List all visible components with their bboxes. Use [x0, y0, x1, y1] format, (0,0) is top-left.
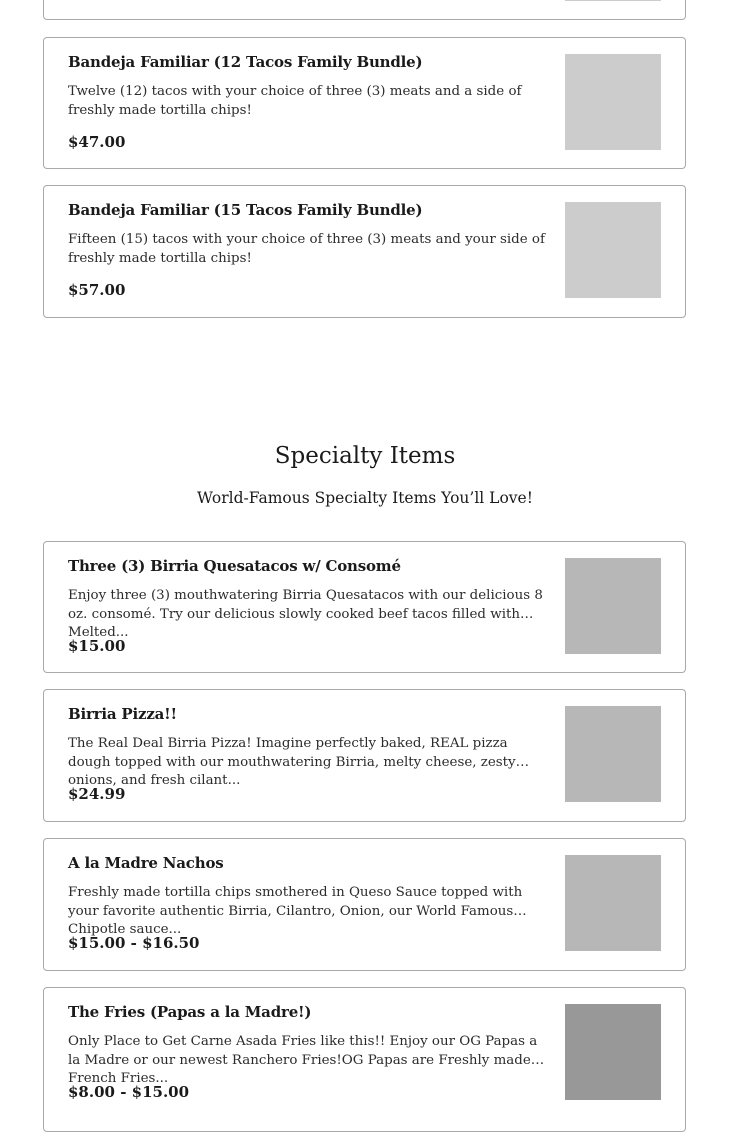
menu-item-card[interactable]: [43, 838, 686, 971]
menu-item-price: $47.00: [68, 133, 126, 151]
menu-item-price: $8.00 - $15.00: [68, 1083, 190, 1101]
menu-item-image: [565, 558, 661, 654]
menu-item-card[interactable]: [43, 987, 686, 1132]
menu-item-image: [565, 855, 661, 951]
menu-item-card-partial[interactable]: [43, 0, 686, 20]
menu-item-card[interactable]: [43, 541, 686, 673]
menu-item-image: [565, 54, 661, 150]
menu-item-price: $15.00: [68, 637, 126, 655]
menu-item-name: Bandeja Familiar (15 Tacos Family Bundle): [68, 201, 423, 219]
section-title: Specialty Items: [274, 443, 456, 469]
menu-item-image: [565, 1004, 661, 1100]
menu-item-card[interactable]: [43, 37, 686, 169]
menu-item-description: Twelve (12) tacos with your choice of three (3) meats and a side of freshly made tortilla chips!: [68, 84, 522, 118]
menu-item-description: Enjoy three (3) mouthwatering Birria Quesatacos with our delicious 8 oz. consomé. Try our delicious slowly cooked beef tacos filled with Melted...: [68, 588, 543, 640]
menu-item-price: $24.99: [68, 785, 126, 803]
menu-item-description: Freshly made tortilla chips smothered in Queso Sauce topped with your favorite authentic Birria, Cilantro, Onion, our World Famous Chipotle sauce...: [68, 885, 523, 937]
menu-item-description: The Real Deal Birria Pizza! Imagine perfectly baked, REAL pizza dough topped with our mouthwatering Birria, melty cheese, zesty onions, and fresh cilant...: [68, 736, 516, 788]
menu-item-image: [565, 0, 661, 1]
menu-item-name: Three (3) Birria Quesatacos w/ Consomé: [68, 557, 401, 575]
menu-item-name: Bandeja Familiar (12 Tacos Family Bundle): [68, 53, 423, 71]
menu-item-price: $57.00: [68, 281, 126, 299]
menu-item-image: [565, 202, 661, 298]
menu-item-card[interactable]: [43, 689, 686, 822]
menu-item-image: [565, 706, 661, 802]
menu-item-price: $15.00 - $16.50: [68, 934, 200, 952]
menu-item-name: The Fries (Papas a la Madre!): [68, 1003, 312, 1021]
menu-item-description: Fifteen (15) tacos with your choice of three (3) meats and your side of freshly made tortilla chips!: [68, 232, 545, 266]
menu-item-description: Only Place to Get Carne Asada Fries like this!! Enjoy our OG Papas a la Madre or our newest Ranchero Fries!OG Papas are Freshly made French Fries...: [68, 1034, 538, 1086]
section-subtitle: World-Famous Specialty Items You’ll Love!: [197, 489, 533, 507]
menu-item-name: A la Madre Nachos: [68, 854, 224, 872]
menu-item-card[interactable]: [43, 185, 686, 318]
menu-item-name: Birria Pizza!!: [68, 705, 177, 723]
